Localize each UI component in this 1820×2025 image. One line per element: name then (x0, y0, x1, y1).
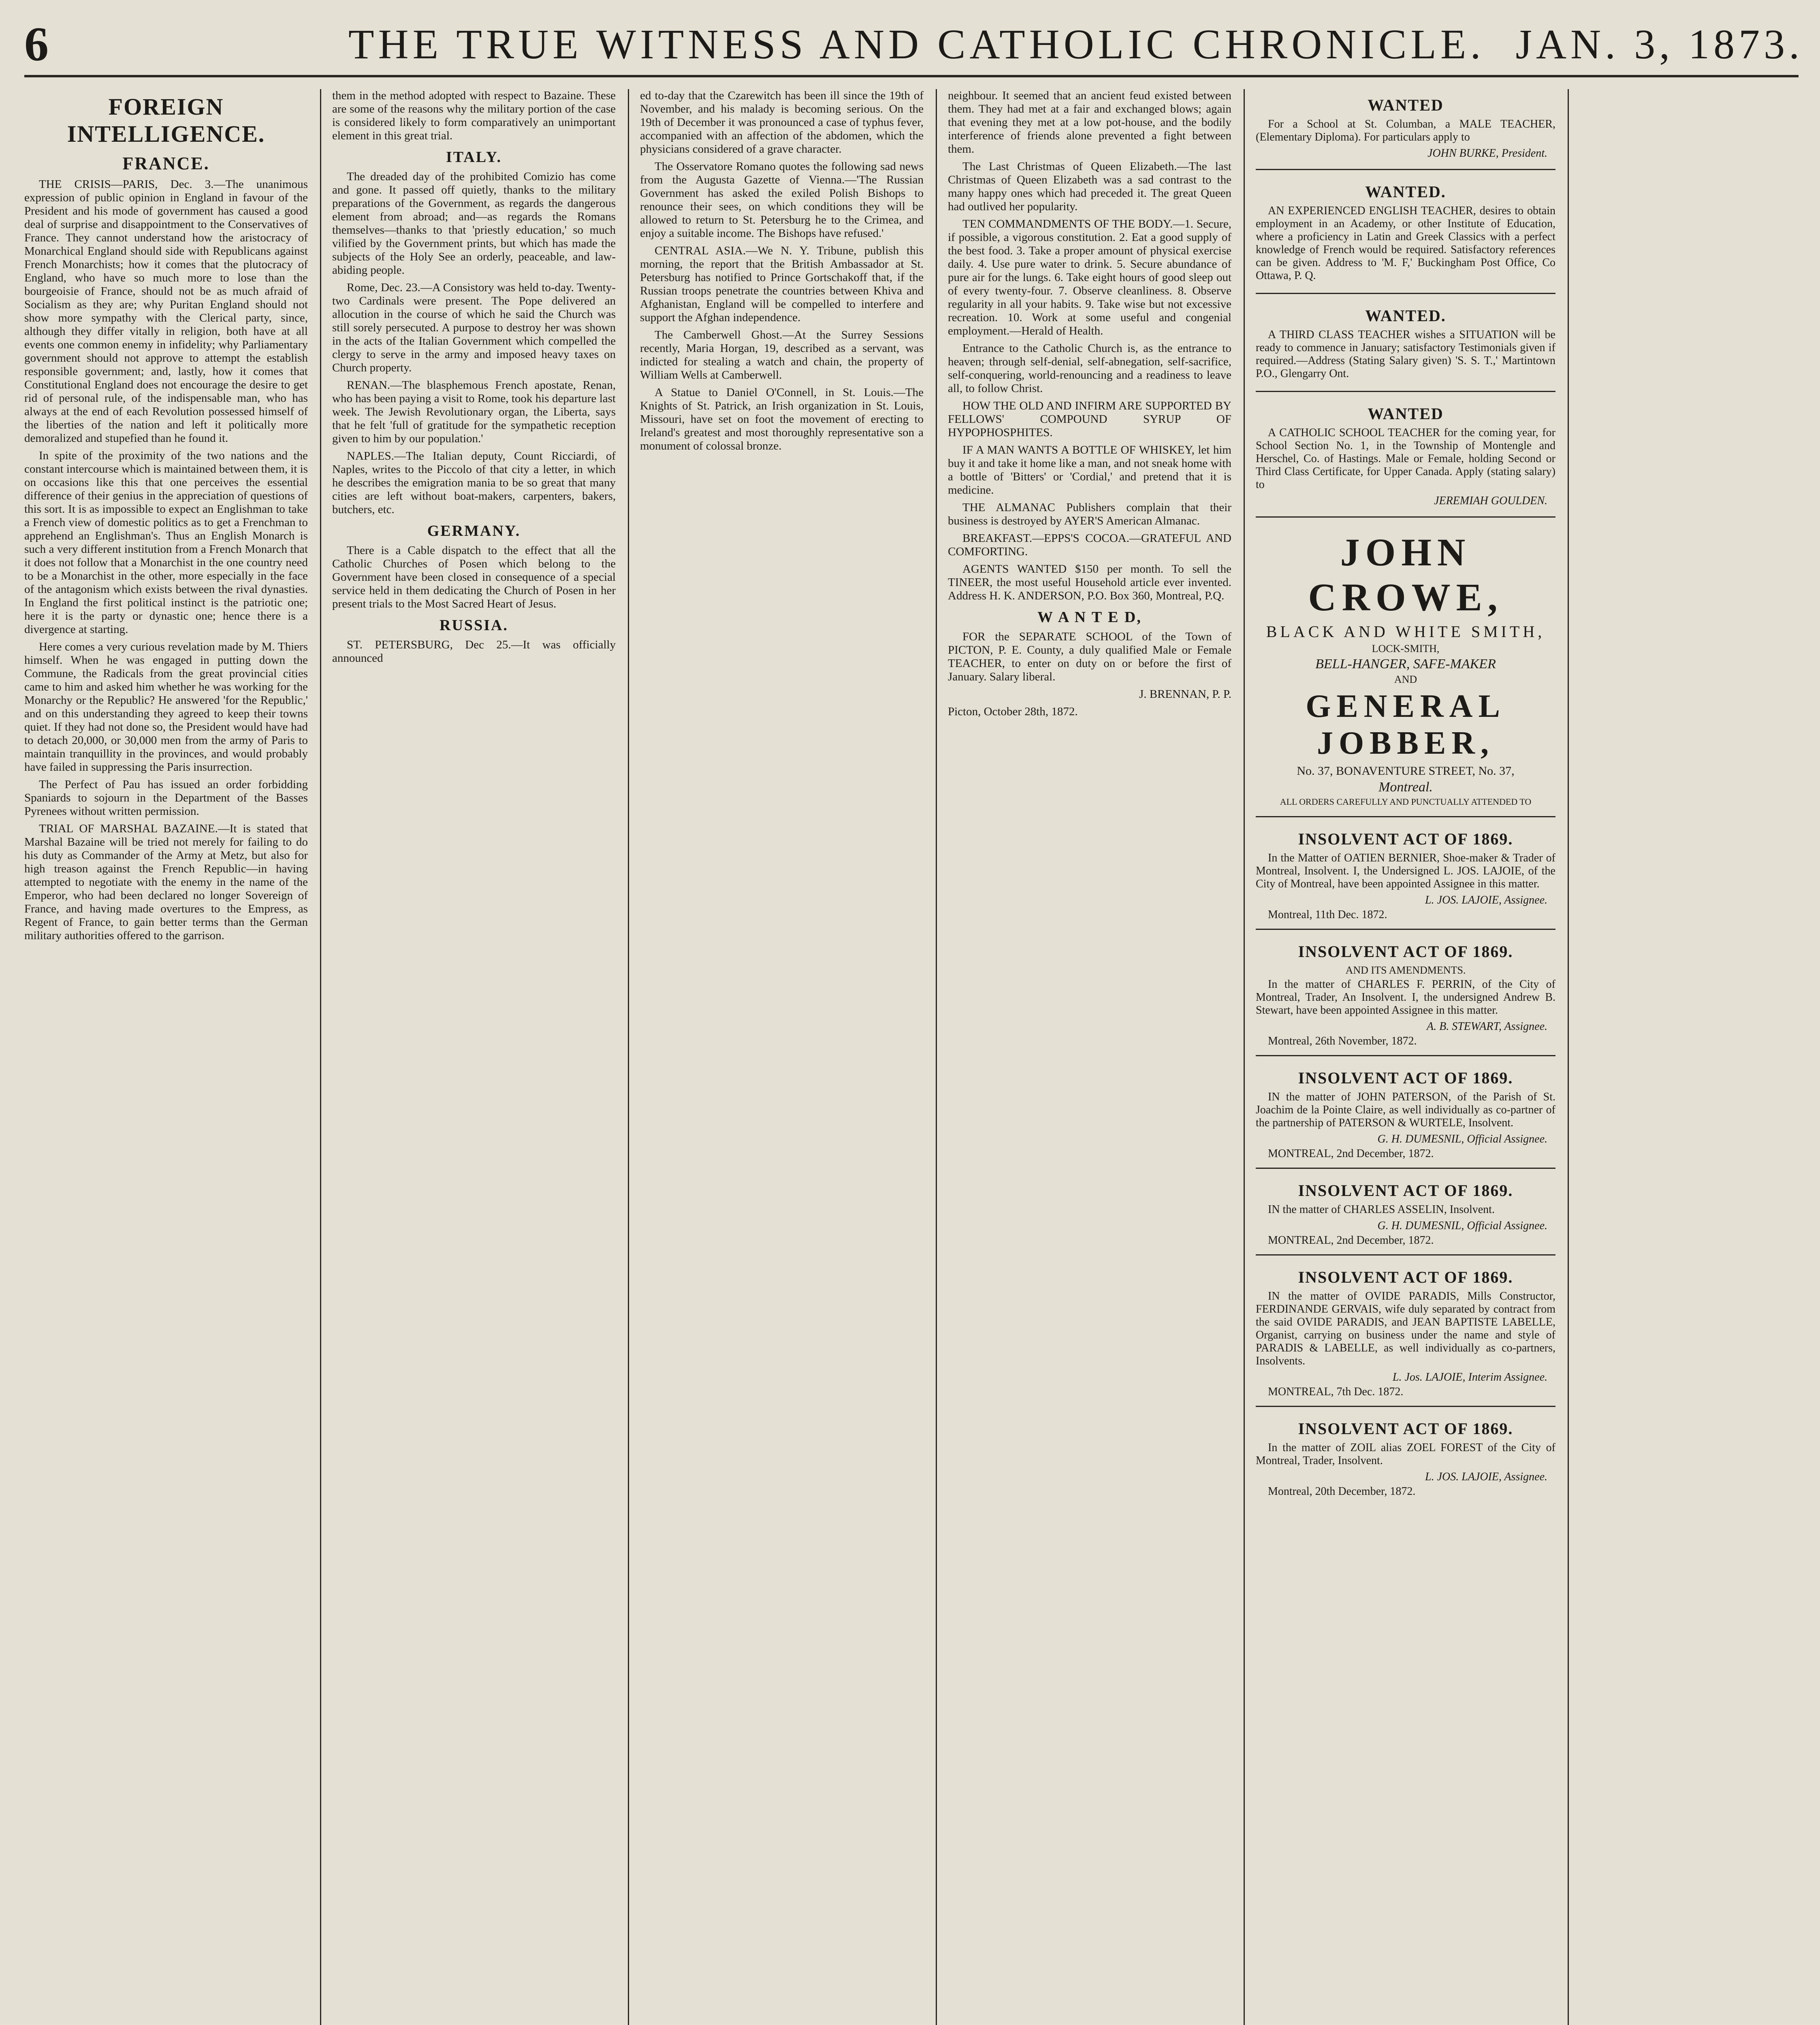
notice-title: INSOLVENT ACT OF 1869. (1298, 1420, 1513, 1438)
notice-place: Montreal, 26th November, 1872. (1268, 1035, 1417, 1047)
column-rule (320, 89, 321, 2025)
column-rule (936, 89, 937, 2025)
insolvent-notice (1256, 936, 1555, 1056)
advert-trade-line: GENERAL JOBBER, (1306, 688, 1506, 761)
article-paragraph: ST. PETERSBURG, Dec 25.—It was officially announced (332, 638, 616, 665)
country-heading-italy: ITALY. (446, 149, 502, 166)
column-1 (24, 89, 308, 2025)
advert-address: No. 37, BONAVENTURE STREET, No. 37, (1297, 764, 1515, 778)
column-rule (1568, 89, 1569, 2025)
advert-signature: J. BRENNAN, P. P. (1139, 688, 1231, 701)
article-paragraph: Rome, Dec. 23.—A Consistory was held to-day. Twenty-two Cardinals were present. The Pope delivered an allocution in the course of which he said the Church was still sorely persecuted. A purpose to destroy her was shown in the acts of the Italian Government which compelled the clergy to serve in the army and imposed heavy taxes on Church property. (332, 281, 616, 374)
advert-name: JOHN CROWE, (1308, 531, 1503, 619)
advert-trade-line: BELL-HANGER, SAFE-MAKER (1315, 657, 1496, 671)
country-heading-russia: RUSSIA. (440, 617, 508, 634)
country-heading-france: FRANCE. (122, 153, 210, 173)
advert (1256, 398, 1555, 518)
running-head (348, 20, 1803, 68)
advert-and: AND (1394, 674, 1417, 685)
column-rule (628, 89, 629, 2025)
notice-place: MONTREAL, 2nd December, 1872. (1268, 1234, 1434, 1247)
insolvent-notice (1256, 1062, 1555, 1169)
article-paragraph: The dreaded day of the prohibited Comizio has come and gone. It passed off quietly, thanks to the military preparations of the Government, as regards the dangerous element from abroad; and—as regards the Romans themselves—thanks to that 'priestly education,' so much vilified by the Government prints, but which has made the subjects of the Holy See an orderly, peaceable, and law-abiding people. (332, 170, 616, 277)
masthead (24, 16, 1804, 77)
notice-body: IN the matter of OVIDE PARADIS, Mills Constructor, FERDINANDE GERVAIS, wife duly separated by contract from the said OVIDE PARADIS, and JEAN BAPTISTE LABELLE, Organist, carrying on business under the name and style of PARADIS & LABELLE, as well individually as co-partners, Insolvents. (1256, 1290, 1555, 1367)
article-paragraph: The Osservatore Romano quotes the following sad news from the Augusta Gazette of Vienna.—'The Russian Government has asked the exiled Polish Bishops to renounce their sees, on which conditions they will be allowed to return to St. Petersburg he to the Crimea, and enjoy a suitable income. The Bishops have refused.' (640, 160, 924, 240)
masthead-rule (24, 75, 1799, 77)
article-paragraph: TRIAL OF MARSHAL BAZAINE.—It is stated that Marshal Bazaine will be tried not merely for failing to do his duty as Commander of the Army at Metz, but also for high treason against the French Republic—in having attempted to negotiate with the enemy in the name of the Emperor, who had been declared no longer Sovereign of France, and having made overtures to the Empress, as Regent of France, to gain better terms than the German military authorities offered to the garrison. (24, 822, 308, 942)
column-3 (640, 89, 924, 2025)
advert-trade-line: BLACK AND WHITE SMITH, (1266, 622, 1545, 641)
notice-place: Montreal, 11th Dec. 1872. (1268, 908, 1387, 921)
article-paragraph: BREAKFAST.—EPPS'S COCOA.—GRATEFUL AND COMFORTING. (948, 532, 1231, 558)
page-number: 6 (24, 17, 49, 71)
column-2 (332, 89, 616, 2025)
notice-signature: G. H. DUMESNIL, Official Assignee. (1377, 1219, 1547, 1232)
notice-signature: L. Jos. LAJOIE, Interim Assignee. (1392, 1371, 1547, 1383)
notice-body: In the matter of ZOIL alias ZOEL FOREST of the City of Montreal, Trader, Insolvent. (1256, 1441, 1555, 1467)
notice-body: In the matter of CHARLES F. PERRIN, of the City of Montreal, Trader, An Insolvent. I, the undersigned Andrew B. Stewart, have been appointed Assignee in this matter. (1256, 978, 1555, 1017)
notice-place: MONTREAL, 2nd December, 1872. (1268, 1147, 1434, 1160)
notice-place: Montreal, 20th December, 1872. (1268, 1485, 1416, 1498)
article-paragraph: THE CRISIS—PARIS, Dec. 3.—The unanimous expression of public opinion in England in favour of the President and his mode of government has caused a good deal of surprise and disappointment to the Conservatives of France. They cannot understand how the aristocracy of Monarchical England should side with Republicans against French Monarchists; how it comes that the plutocracy of England, who have so much more to lose than the bourgeoisie of France, should not be as much afraid of Socialism as they are; why Puritan England should not show more sympathy with the Clerical party, since, although they differ vitally in religion, both have at all events one common enemy in infidelity; why Parliamentary government should not approve to attempt the establish responsible government; and, lastly, how it comes that Constitutional England does not encourage the desire to get rid of personal rule, of the indispensable man, who has always at the end of each Revolution possessed himself of the liberties of the nation and left it politically more demoralized and stupefied than he found it. (24, 178, 308, 445)
advert-wanted-title: W A N T E D, (1037, 609, 1142, 626)
advert-title: WANTED. (1365, 307, 1446, 325)
advert (1256, 300, 1555, 392)
article-paragraph: THE ALMANAC Publishers complain that their business is destroyed by AYER'S American Almanac. (948, 501, 1231, 527)
insolvent-notice (1256, 823, 1555, 930)
newspaper-title: THE TRUE WITNESS AND CATHOLIC CHRONICLE. (348, 21, 1485, 68)
advert-body: A THIRD CLASS TEACHER wishes a SITUATION will be ready to commence in January; satisfactory Testimonials given if required.—Address (Stating Salary given) 'S. S. T.,' Martintown P.O., Glengarry Ont. (1256, 328, 1555, 380)
notice-signature: L. JOS. LAJOIE, Assignee. (1425, 1471, 1547, 1483)
article-paragraph: A Statue to Daniel O'Connell, in St. Louis.—The Knights of St. Patrick, an Irish organization in St. Louis, Missouri, have set on foot the movement of erecting to Ireland's greatest and most thoroughly representative son a monument of colossal bronze. (640, 386, 924, 452)
article-paragraph: HOW THE OLD AND INFIRM ARE SUPPORTED BY FELLOWS' COMPOUND SYRUP OF HYPOPHOSPHITES. (948, 399, 1231, 439)
article-paragraph: Entrance to the Catholic Church is, as the entrance to heaven; through self-denial, self-abnegation, self-sacrifice, self-conquering, world-renouncing and a readiness to leave all, to follow Christ. (948, 342, 1231, 395)
article-paragraph: Here comes a very curious revelation made by M. Thiers himself. When he was engaged in putting down the Commune, the Radicals from the great provincial cities came to him and asked him whether he was working for the Monarchy or the Republic? He answered 'for the Republic,' and on this understanding they agreed to keep their towns quiet. If they had not done so, the President would have had to detach 20,000, or 30,000 men from the army of Paris to maintain tranquillity in the provinces, and would probably have failed in suppressing the Paris insurrection. (24, 640, 308, 774)
insolvent-notice (1256, 1174, 1555, 1256)
notice-signature: G. H. DUMESNIL, Official Assignee. (1377, 1133, 1547, 1145)
article-paragraph: neighbour. It seemed that an ancient feud existed between them. They had met at a fair and exchanged blows; again that evening they met at a low pot-house, and the bodily interference of friends alone prevented a fight between them. (948, 89, 1231, 156)
article-paragraph: CENTRAL ASIA.—We N. Y. Tribune, publish this morning, the report that the British Ambassador at St. Petersburg has notified to Prince Gortschakoff that, if the Russian troops penetrate the countries between Khiva and Afghanistan, England will be compelled to interfere and support the Afghan independence. (640, 244, 924, 324)
insolvent-notice (1256, 1413, 1555, 1505)
article-paragraph: In spite of the proximity of the two nations and the constant intercourse which is maintained between them, it is on occasions like this that one perceives the essential difference of their genius in the appreciation of questions of this sort. It is as impossible to expect an Englishman to take a French view of domestic politics as to get a Frenchman to apprehend an Englishman's. Thus an English Monarch is such a very different institution from a French Monarch that it does not follow that a Monarchist in the one country need to be a Monarchist in the other, more especially in the face of the antagonism which exists between the rival dynasties. In England the first political instinct is the patriotic one; here it is the party or dynastic one; hence there is a divergence at starting. (24, 449, 308, 636)
advert-john-crowe (1256, 523, 1555, 817)
section-heading: FOREIGN INTELLIGENCE. (67, 94, 265, 147)
insolvent-notice (1256, 1261, 1555, 1407)
article-paragraph: There is a Cable dispatch to the effect that all the Catholic Churches of Posen which belong to the Government have been closed in consequence of a special service held in them dedicating the Church of Posen in her present trials to the Most Sacred Heart of Jesus. (332, 544, 616, 610)
article-paragraph: The Last Christmas of Queen Elizabeth.—The last Christmas of Queen Elizabeth was a sad contrast to the many happy ones which had preceded it. The great Queen had outlived her popularity. (948, 160, 1231, 213)
article-paragraph: them in the method adopted with respect to Bazaine. These are some of the reasons why the military portion of the case is considered likely to form comparatively an unimportant element in this great trial. (332, 89, 616, 142)
article-paragraph: The Camberwell Ghost.—At the Surrey Sessions recently, Maria Horgan, 19, described as a servant, was indicted for stealing a watch and chain, the property of William Wells at Camberwell. (640, 328, 924, 382)
advert-body: A CATHOLIC SCHOOL TEACHER for the coming year, for School Section No. 1, in the Township of Montengle and Herschel, Co. of Hastings. Male or Female, holding Second or Third Class Certificate, for Upper Canada. Apply (stating salary) to (1256, 426, 1555, 491)
advert (1256, 176, 1555, 294)
notice-body: In the Matter of OATIEN BERNIER, Shoe-maker & Trader of Montreal, Insolvent. I, the Undersigned L. JOS. LAJOIE, of the City of Montreal, have been appointed Assignee in this matter. (1256, 852, 1555, 890)
notice-title: INSOLVENT ACT OF 1869. (1298, 1069, 1513, 1087)
article-paragraph: TEN COMMANDMENTS OF THE BODY.—1. Secure, if possible, a vigorous constitution. 2. Eat a good supply of the best food. 3. Take a proper amount of physical exercise daily. 4. Use pure water to drink. 5. Secure abundance of pure air for the lungs. 6. Take eight hours of good sleep out of every twenty-four. 7. Observe cleanliness. 8. Observe regularity in all your habits. 9. Take wise but not excessive recreation. 10. Work at some useful and congenial employment.—Herald of Health. (948, 217, 1231, 337)
advert-title: WANTED (1368, 405, 1444, 423)
advert-agents: AGENTS WANTED $150 per month. To sell the TINEER, the most useful Household article ever invented. Address H. K. ANDERSON, P.O. Box 360, Montreal, P.Q. (948, 563, 1231, 602)
issue-date: JAN. 3, 1873. (1515, 21, 1804, 68)
advert-signature: JEREMIAH GOULDEN. (1434, 495, 1547, 507)
notice-subtitle: AND ITS AMENDMENTS. (1345, 964, 1466, 976)
notice-signature: L. JOS. LAJOIE, Assignee. (1425, 894, 1547, 906)
notice-place: MONTREAL, 7th Dec. 1872. (1268, 1386, 1404, 1398)
column-4 (948, 89, 1231, 2025)
advert-body: For a School at St. Columban, a MALE TEACHER, (Elementary Diploma). For particulars apply to (1256, 118, 1555, 143)
advert-wanted-body: FOR the SEPARATE SCHOOL of the Town of PICTON, P. E. County, a duly qualified Male or Female TEACHER, to enter on duty on or before the first of January. Salary liberal. (948, 630, 1231, 683)
article-paragraph: IF A MAN WANTS A BOTTLE OF WHISKEY, let him buy it and take it home like a man, and not sneak home with a bottle of 'Bitters' or 'Cordial,' and pretend that it is medicine. (948, 443, 1231, 497)
notice-title: INSOLVENT ACT OF 1869. (1298, 1268, 1513, 1286)
notice-body: IN the matter of CHARLES ASSELIN, Insolvent. (1268, 1203, 1495, 1216)
article-paragraph: RENAN.—The blasphemous French apostate, Renan, who has been paying a visit to Rome, took his departure last week. The Jewish Revolutionary organ, the Liberta, says that he felt 'full of gratitude for the sympathetic reception given to him by our population.' (332, 379, 616, 445)
advert-title: WANTED (1368, 96, 1444, 114)
article-paragraph: ed to-day that the Czarewitch has been ill since the 19th of November, and his malady is becoming serious. On the 19th of December it was pronounced a case of typhus fever, accompanied with an affection of the abdomen, which the physicians considered of a grave character. (640, 89, 924, 156)
advert-signature: JOHN BURKE, President. (1427, 147, 1547, 160)
advert-trade-line: LOCK-SMITH, (1372, 643, 1440, 654)
advert-title: WANTED. (1365, 183, 1446, 201)
notice-title: INSOLVENT ACT OF 1869. (1298, 1181, 1513, 1200)
notice-title: INSOLVENT ACT OF 1869. (1298, 830, 1513, 848)
notice-signature: A. B. STEWART, Assignee. (1427, 1020, 1547, 1033)
notice-body: IN the matter of JOHN PATERSON, of the Parish of St. Joachim de la Pointe Claire, as well individually as co-partner of the partnership of PATERSON & WURTELE, Insolvent. (1256, 1091, 1555, 1129)
column-rule (1244, 89, 1245, 2025)
advert-orders: ALL ORDERS CAREFULLY AND PUNCTUALLY ATTENDED TO (1280, 797, 1532, 807)
article-paragraph: The Perfect of Pau has issued an order forbidding Spaniards to sojourn in the Department of the Basses Pyrenees without written permission. (24, 778, 308, 818)
advert-place: Picton, October 28th, 1872. (948, 705, 1078, 718)
column-5-adverts (1256, 89, 1555, 2025)
advert-city: Montreal. (1378, 780, 1433, 795)
article-paragraph: NAPLES.—The Italian deputy, Count Ricciardi, of Naples, writes to the Piccolo of that city a letter, in which he describes the emigration mania to be so great that many cities are left without boat-makers, carpenters, bakers, butchers, etc. (332, 450, 616, 516)
notice-title: INSOLVENT ACT OF 1869. (1298, 942, 1513, 961)
country-heading-germany: GERMANY. (427, 522, 521, 539)
advert (1256, 89, 1555, 170)
advert-body: AN EXPERIENCED ENGLISH TEACHER, desires to obtain employment in an Academy, or other Institute of Education, where a proficiency in Latin and Greek Classics with a perfect knowledge of French would be required. Satisfactory references can be given. Address to 'M. F,' Buckingham Post Office, Co Ottawa, P. Q. (1256, 205, 1555, 282)
